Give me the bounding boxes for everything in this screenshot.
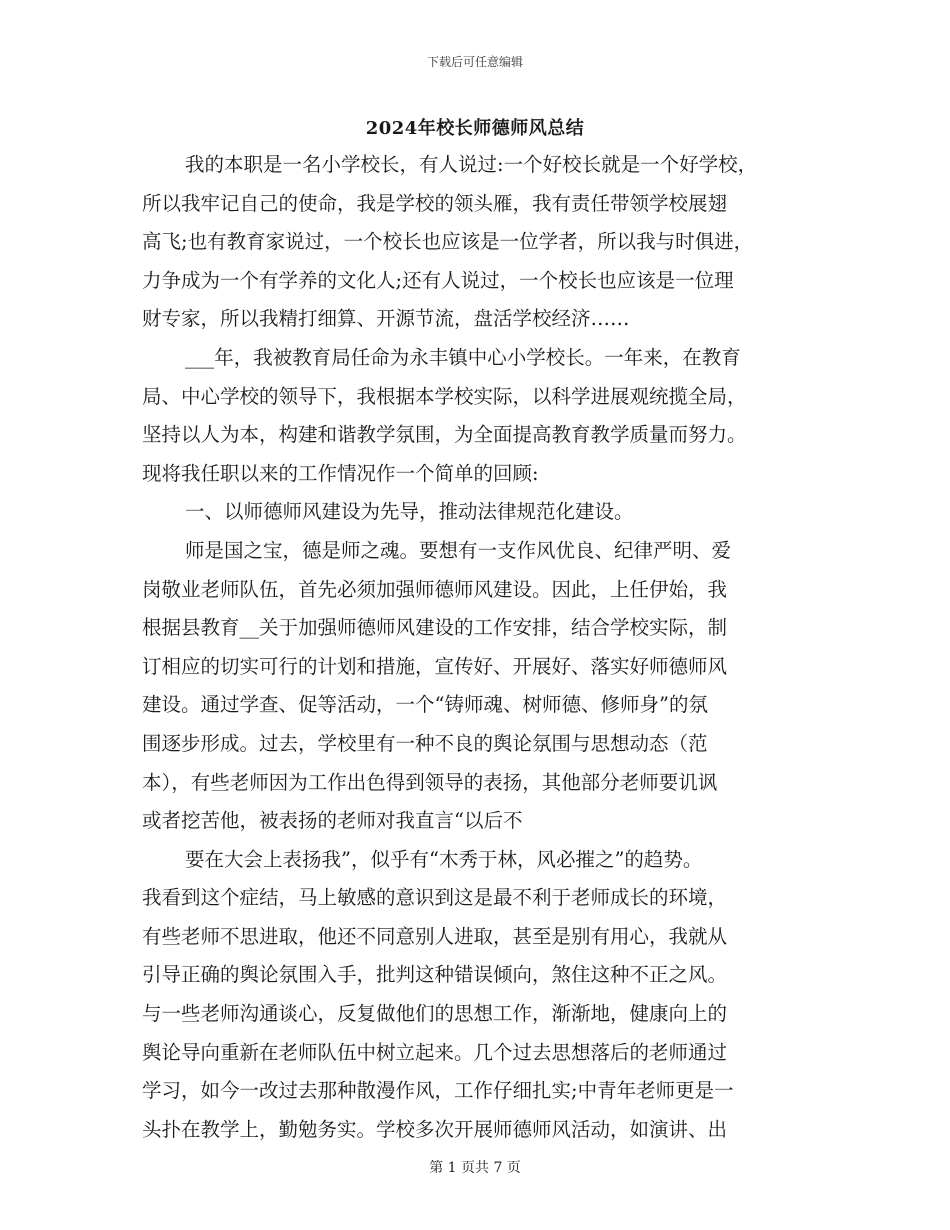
page-number: 第 1 页共 7 页: [429, 1160, 521, 1176]
paragraph-line: 力争成为一个有学养的文化人;还有人说过，一个校长也应该是一位理: [142, 268, 734, 292]
paragraph-line: 根据县教育__关于加强师德师风建设的工作安排，结合学校实际，制: [142, 616, 728, 640]
paragraph-line: 我看到这个症结，马上敏感的意识到这是最不利于老师成长的环境，: [142, 886, 728, 910]
section-heading: 一、以师德师风建设为先导，推动法律规范化建设。: [185, 500, 634, 524]
paragraph-line: 本），有些老师因为工作出色得到领导的表扬，其他部分老师要讥讽: [142, 770, 718, 794]
paragraph-line: 岗敬业老师队伍，首先必须加强师德师风建设。因此，上任伊始，我: [142, 577, 728, 601]
paragraph-line: 高飞;也有教育家说过，一个校长也应该是一位学者，所以我与时俱进，: [142, 230, 754, 254]
paragraph-line: 财专家，所以我精打细算、开源节流，盘活学校经济……: [142, 307, 630, 331]
paragraph-line: 头扑在教学上，勤勉务实。学校多次开展师德师风活动，如演讲、出: [142, 1117, 728, 1141]
paragraph-line: 要在大会上表扬我”，似乎有“木秀于林，风必摧之”的趋势。: [185, 847, 703, 871]
paragraph-line: 学习，如今一改过去那种散漫作风，工作仔细扎实;中青年老师更是一: [142, 1079, 734, 1103]
paragraph-line: 局、中心学校的领导下，我根据本学校实际，以科学进展观统揽全局，: [142, 384, 747, 408]
paragraph-line: 我的本职是一名小学校长，有人说过:一个好校长就是一个好学校，: [185, 153, 758, 176]
paragraph-line: 舆论导向重新在老师队伍中树立起来。几个过去思想落后的老师通过: [142, 1040, 728, 1064]
paragraph-line: 坚持以人为本，构建和谐教学氛围，为全面提高教育教学质量而努力。: [142, 423, 747, 447]
paragraph-line: ___年，我被教育局任命为永丰镇中心小学校长。一年来，在教育: [185, 345, 741, 369]
paragraph-line: 引导正确的舆论氛围入手，批判这种错误倾向，煞住这种不正之风。: [142, 963, 728, 987]
paragraph-line: 或者挖苦他，被表扬的老师对我直言“以后不: [142, 809, 523, 833]
paragraph-line: 师是国之宝，德是师之魂。要想有一支作风优良、纪律严明、爱: [185, 538, 732, 562]
paragraph-line: 所以我牢记自己的使命，我是学校的领头雁，我有责任带领学校展翅: [142, 191, 728, 215]
paragraph-line: 建设。通过学查、促等活动，一个“铸师魂、树师德、修师身”的氛: [142, 693, 708, 717]
paragraph-line: 现将我任职以来的工作情况作一个简单的回顾:: [142, 461, 539, 485]
document-body: [142, 146, 814, 1149]
paragraph-line: 与一些老师沟通谈心，反复做他们的思想工作，渐渐地，健康向上的: [142, 1002, 728, 1026]
header-note: 下载后可任意编辑: [426, 55, 523, 69]
paragraph-line: 订相应的切实可行的计划和措施，宣传好、开展好、落实好师德师风: [142, 654, 728, 678]
document-title: 2024年校长师德师风总结: [365, 118, 585, 139]
paragraph-line: 有些老师不思进取，他还不同意别人进取，甚至是别有用心，我就从: [142, 924, 728, 948]
paragraph-line: 围逐步形成。过去，学校里有一种不良的舆论氛围与思想动态（范: [142, 731, 708, 755]
